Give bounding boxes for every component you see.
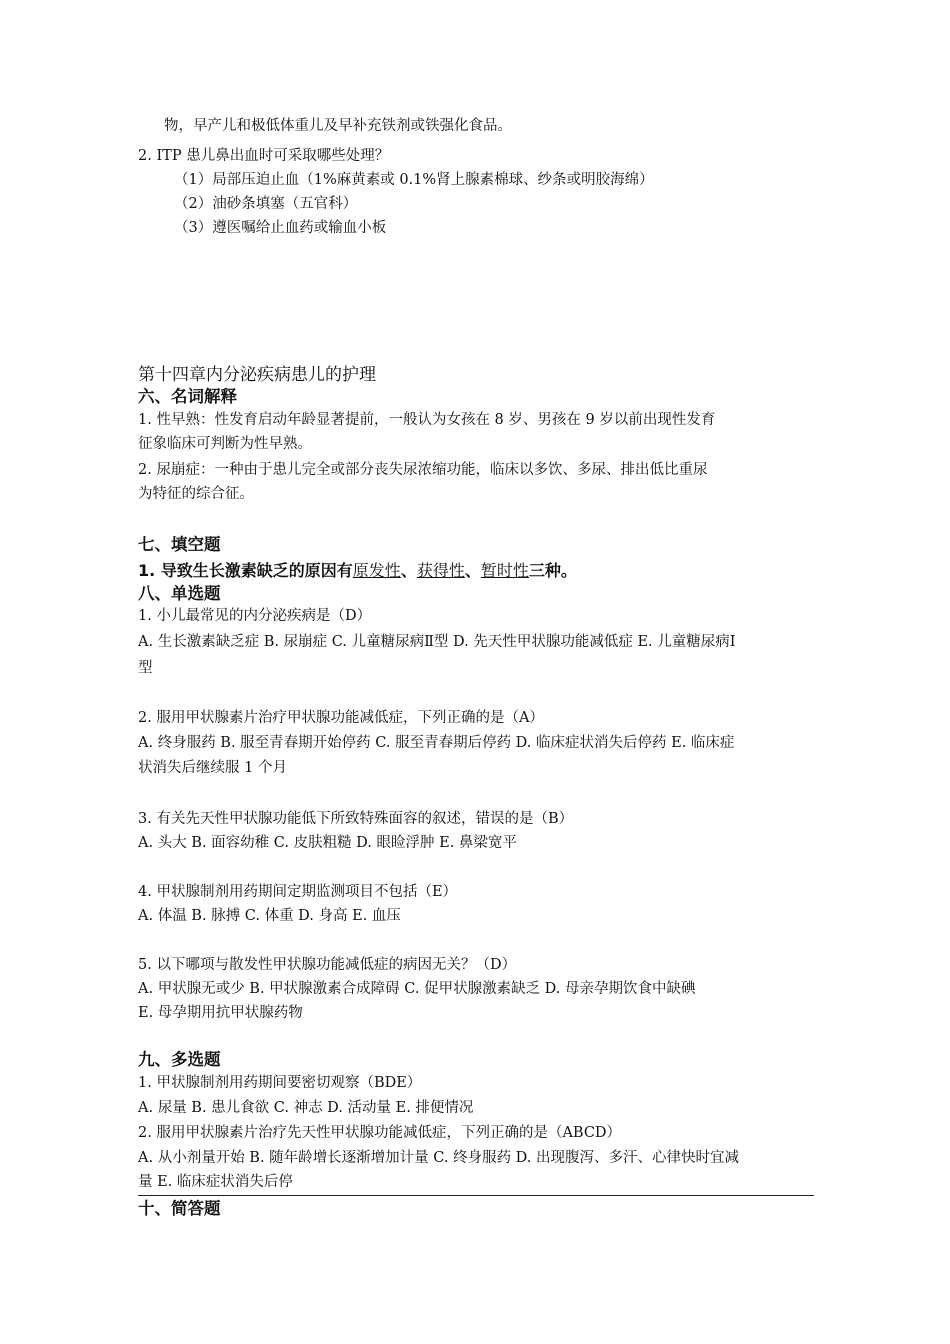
section-heading: 七、填空题 [138, 535, 221, 554]
section-heading: 八、单选题 [138, 584, 221, 603]
options-line: E. 母孕期用抗甲状腺药物 [138, 1005, 303, 1021]
section-heading: 九、多选题 [138, 1050, 221, 1069]
options-line: A. 尿量 B. 患儿食欲 C. 神志 D. 活动量 E. 排便情况 [138, 1100, 474, 1116]
answer-line: （3）遵医嘱给止血药或输血小板 [174, 220, 387, 236]
chapter-title: 第十四章内分泌疾病患儿的护理 [138, 365, 376, 385]
section-heading: 六、名词解释 [138, 387, 237, 406]
question-line: 1. 小儿最常见的内分泌疾病是（D） [138, 608, 372, 624]
horizontal-rule [138, 1195, 814, 1196]
text-line: 征象临床可判断为性早熟。 [138, 436, 312, 452]
question-line: 1. 甲状腺制剂用药期间要密切观察（BDE） [138, 1075, 422, 1091]
options-line: A. 终身服药 B. 服至青春期开始停药 C. 服至青春期后停药 D. 临床症状消失后停药 E. 临床症 [138, 735, 735, 751]
question-line: 4. 甲状腺制剂用药期间定期监测项目不包括（E） [138, 884, 458, 900]
question-line: 3. 有关先天性甲状腺功能低下所致特殊面容的叙述，错误的是（B） [138, 811, 574, 827]
fill-blank-question [138, 561, 577, 581]
options-line: A. 从小剂量开始 B. 随年龄增长逐渐增加计量 C. 终身服药 D. 出现腹泻、多汗、心律快时宜减 [138, 1150, 740, 1166]
answer-blank: 原发性 [352, 561, 401, 580]
text-line: 2. 尿崩症：一种由于患儿完全或部分丧失尿浓缩功能，临床以多饮、多尿、排出低比重尿 [138, 462, 708, 478]
answer-line: （1）局部压迫止血（1%麻黄素或 0.1%肾上腺素棉球、纱条或明胶海绵） [174, 172, 654, 188]
question-text: 三种。 [528, 561, 577, 580]
question-line: 2. ITP 患儿鼻出血时可采取哪些处理？ [138, 148, 390, 164]
answer-blank: 暂时性 [480, 561, 529, 580]
question-line: 2. 服用甲状腺素片治疗甲状腺功能减低症，下列正确的是（A） [138, 710, 544, 726]
options-line: A. 甲状腺无或少 B. 甲状腺激素合成障碍 C. 促甲状腺激素缺乏 D. 母亲孕期饮食中缺碘 [138, 981, 696, 997]
text-line: 物，早产儿和极低体重儿及早补充铁剂或铁强化食品。 [164, 118, 512, 134]
answer-line: （2）油砂条填塞（五官科） [174, 196, 358, 212]
section-heading: 十、简答题 [138, 1199, 221, 1218]
separator: 、 [400, 561, 417, 580]
question-text: 1. 导致生长激素缺乏的原因有 [138, 561, 353, 580]
separator: 、 [464, 561, 481, 580]
question-line: 5. 以下哪项与散发性甲状腺功能减低症的病因无关？（D） [138, 957, 517, 973]
text-line: 1. 性早熟：性发育启动年龄显著提前，一般认为女孩在 8 岁、男孩在 9 岁以前出现性发育 [138, 412, 716, 428]
question-line: 2. 服用甲状腺素片治疗先天性甲状腺功能减低症，下列正确的是（ABCD） [138, 1125, 622, 1141]
options-line: 型 [138, 660, 153, 676]
answer-blank: 获得性 [416, 561, 465, 580]
text-line: 为特征的综合征。 [138, 486, 254, 502]
options-line: 状消失后继续服 1 个月 [138, 760, 287, 776]
options-line: A. 头大 B. 面容幼稚 C. 皮肤粗糙 D. 眼睑浮肿 E. 鼻梁宽平 [138, 835, 517, 851]
options-line: A. 体温 B. 脉搏 C. 体重 D. 身高 E. 血压 [138, 908, 401, 924]
options-line: A. 生长激素缺乏症 B. 尿崩症 C. 儿童糖尿病Ⅱ型 D. 先天性甲状腺功能减低症 E. 儿童糖尿病Ⅰ [138, 634, 736, 650]
options-line: 量 E. 临床症状消失后停 [138, 1174, 293, 1190]
